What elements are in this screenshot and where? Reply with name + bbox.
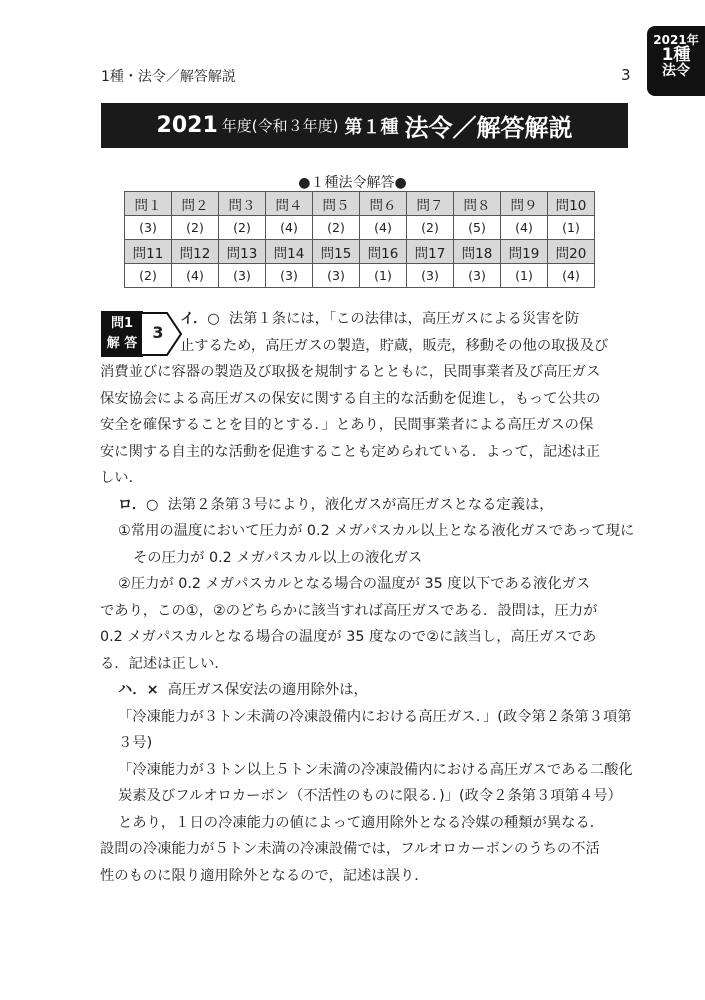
answer-cell: (4) <box>548 264 595 288</box>
question-cell: 問18 <box>454 240 501 264</box>
item-ro-line: 0.2 メガパスカルとなる場合の温度が 35 度なので②に該当し，高圧ガスであ <box>100 629 597 645</box>
page-number: 3 <box>621 66 631 84</box>
answer-row <box>125 264 595 288</box>
item-i-first-line <box>100 306 635 333</box>
chapter-tab-year: 2021年 <box>653 33 699 47</box>
page-title <box>101 103 628 148</box>
answer-table <box>124 191 595 288</box>
question-cell: 問４ <box>266 192 313 216</box>
question-cell: 問３ <box>219 192 266 216</box>
chapter-tab-kind: 1種 <box>661 44 691 65</box>
answer-cell: (1) <box>501 264 548 288</box>
item-ha-line: 性のものに限り適用除外となるので，記述は誤り． <box>100 867 429 884</box>
item-ro-condition-2: ②圧力が 0.2 メガパスカルとなる場合の温度が 35 度以下である液化ガス <box>118 576 591 592</box>
title-nendo: 年度 <box>221 117 252 135</box>
answer-badge-value: 3 <box>152 323 164 342</box>
item-i-mark: イ．○ <box>180 311 220 327</box>
question-cell: 問20 <box>548 240 595 264</box>
item-ha-mark: ハ．× <box>118 682 159 698</box>
item-ro-line: であり，この①，②のどちらかに該当すれば高圧ガスである．設問は，圧力が <box>100 602 598 619</box>
question-cell: 問17 <box>407 240 454 264</box>
answer-cell: (3) <box>454 264 501 288</box>
question-cell: 問15 <box>313 240 360 264</box>
question-cell: 問９ <box>501 192 548 216</box>
question-row <box>125 240 595 264</box>
item-ha-line: 設問の冷凍能力が５トン未満の冷凍設備では，フルオロカーボンのうちの不活 <box>100 841 600 857</box>
item-ha-first-line <box>100 677 635 704</box>
answer-cell: (2) <box>125 264 172 288</box>
question-cell: 問11 <box>125 240 172 264</box>
item-i-line: 消費並びに容器の製造及び取扱を規制するとともに，民間事業者及び高圧ガス <box>100 364 601 380</box>
question-cell: 問16 <box>360 240 407 264</box>
answer-cell: (2) <box>219 216 266 240</box>
question-cell: 問６ <box>360 192 407 216</box>
question-cell: 問10 <box>548 192 595 216</box>
explanation-body <box>100 306 635 889</box>
answer-cell: (5) <box>454 216 501 240</box>
question-row <box>125 192 595 216</box>
answer-cell: (3) <box>125 216 172 240</box>
answer-table-caption: ●１種法令解答● <box>298 175 407 191</box>
item-ro-condition-1: ①常用の温度において圧力が 0.2 メガパスカル以上となる液化ガスであって現にその圧力が 0.2 メガパスカル以上の液化ガス <box>118 523 635 566</box>
answer-cell: (3) <box>266 264 313 288</box>
item-ro-text: 法第２条第３号により，液化ガスが高圧ガスとなる定義は， <box>167 496 554 513</box>
item-i-line: しい． <box>100 470 143 486</box>
answer-cell: (2) <box>407 216 454 240</box>
answer-cell: (3) <box>219 264 266 288</box>
answer-cell: (4) <box>360 216 407 240</box>
answer-cell: (2) <box>172 216 219 240</box>
answer-cell: (1) <box>548 216 595 240</box>
question-cell: 問19 <box>501 240 548 264</box>
answer-cell: (4) <box>266 216 313 240</box>
item-i-line: 安全を確保することを目的とする．」とあり，民間事業者による高圧ガスの保 <box>100 417 594 433</box>
answer-cell: (2) <box>313 216 360 240</box>
answer-cell: (3) <box>407 264 454 288</box>
question-cell: 問８ <box>454 192 501 216</box>
title-reiwa: (令和３年度) <box>251 117 339 135</box>
title-main: 法令／解答解説 <box>404 114 573 142</box>
answer-badge-kaitou: 解 答 <box>106 336 138 351</box>
answer-cell: (4) <box>501 216 548 240</box>
question-cell: 問２ <box>172 192 219 216</box>
question-cell: 問12 <box>172 240 219 264</box>
chapter-tab <box>647 26 705 96</box>
title-shu: 第１種 <box>344 116 399 138</box>
item-ro-line: る．記述は正しい． <box>100 655 229 672</box>
question-cell: 問13 <box>219 240 266 264</box>
item-i-line: 安に関する自主的な活動を促進することも定められている．よって，記述は正 <box>100 443 601 460</box>
item-ha-quote-2: 「冷凍能力が３トン以上５トン未満の冷凍設備内における高圧ガスである二酸化炭素及びフルオロカーボン（不活性のものに限る．)」(政令２条第３項第４号）とあり，１日の冷凍能力の値によって適用除外となる冷媒の種類が異なる． <box>118 761 633 831</box>
item-ro-mark: ロ．○ <box>118 496 159 513</box>
answer-badge-question: 問1 <box>110 316 134 331</box>
item-i-text: 法第１条には，「この法律は，高圧ガスによる災害を防 <box>228 311 580 327</box>
question-cell: 問７ <box>407 192 454 216</box>
question-cell: 問14 <box>266 240 313 264</box>
answer-row <box>125 216 595 240</box>
title-year: 2021 <box>156 113 218 138</box>
answer-cell: (4) <box>172 264 219 288</box>
item-ha-quote-1: 「冷凍能力が３トン未満の冷凍設備内における高圧ガス．」(政令第２条第３項第３号) <box>118 708 632 751</box>
running-header: 1種・法令／解答解説 <box>101 69 236 85</box>
question-cell: 問５ <box>313 192 360 216</box>
item-ro-first-line <box>100 492 635 519</box>
answer-cell: (1) <box>360 264 407 288</box>
question-cell: 問１ <box>125 192 172 216</box>
chapter-tab-subject: 法令 <box>662 63 690 80</box>
answer-cell: (3) <box>313 264 360 288</box>
item-ha-text: 高圧ガス保安法の適用除外は， <box>167 682 368 698</box>
item-i-line: 保安協会による高圧ガスの保安に関する自主的な活動を促進し，もって公共の <box>100 390 601 407</box>
item-i-line: 止するため，高圧ガスの製造，貯蔵，販売，移動その他の取扱及び <box>180 337 609 354</box>
